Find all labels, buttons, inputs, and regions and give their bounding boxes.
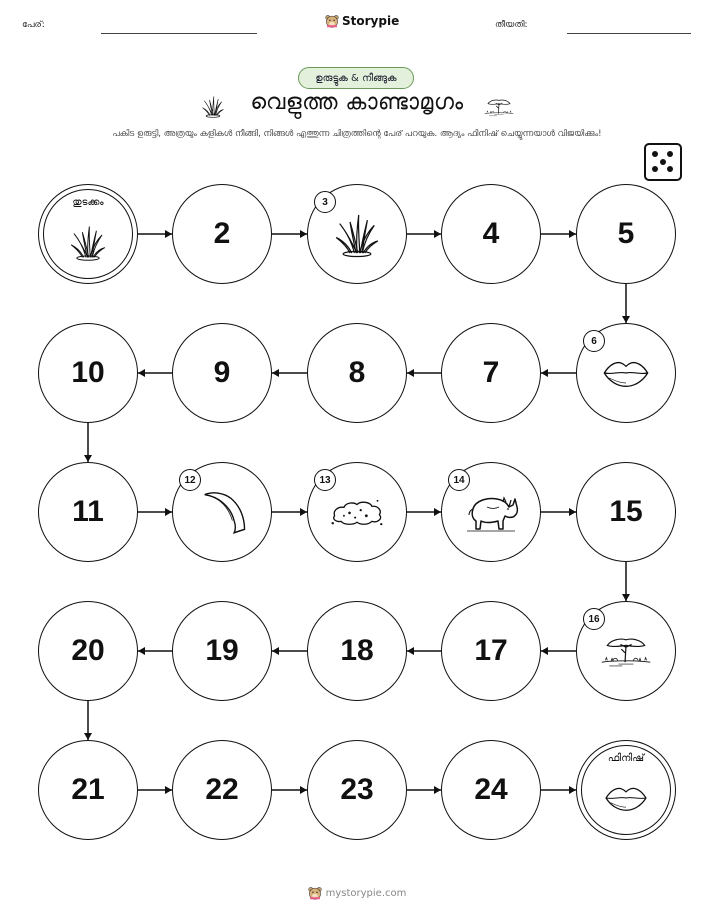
- horn-icon: [196, 486, 248, 538]
- path-arrow: [407, 647, 441, 655]
- footer-url: mystorypie.com: [325, 887, 407, 899]
- board-space-22: [172, 740, 272, 840]
- brand-name: Storypie: [342, 14, 400, 28]
- finish-space: [576, 740, 676, 840]
- path-arrow: [541, 369, 576, 377]
- path-arrow: [407, 230, 441, 238]
- space-number: 22: [205, 773, 239, 806]
- finish-label: ഫിനിഷ്: [607, 753, 645, 764]
- path-arrow: [541, 786, 576, 794]
- space-number: 11: [72, 495, 104, 528]
- path-arrow: [622, 562, 630, 601]
- board-space-21: [38, 740, 138, 840]
- space-number-badge: 14: [448, 469, 470, 491]
- mud-icon: [329, 493, 385, 531]
- path-arrow: [272, 369, 307, 377]
- date-label: തീയതി:: [495, 20, 528, 30]
- path-arrow: [138, 786, 172, 794]
- board-space-15: [576, 462, 676, 562]
- path-arrow: [138, 369, 172, 377]
- bear-logo-icon: [308, 886, 322, 900]
- path-arrow: [272, 647, 307, 655]
- path-arrow: [541, 508, 576, 516]
- space-number: 2: [213, 217, 231, 250]
- space-number: 23: [340, 773, 374, 806]
- path-arrow: [541, 230, 576, 238]
- space-number-badge: 6: [583, 330, 605, 352]
- space-number: 5: [617, 217, 635, 250]
- board-space-12: [172, 462, 272, 562]
- space-number: 15: [609, 495, 643, 528]
- path-arrow: [138, 230, 172, 238]
- space-number-badge: 3: [314, 191, 336, 213]
- start-label: തുടക്കം: [72, 197, 104, 208]
- space-number-badge: 12: [179, 469, 201, 491]
- space-number-badge: 16: [583, 608, 605, 630]
- path-arrow: [84, 701, 92, 740]
- path-arrow: [407, 369, 441, 377]
- board-space-19: [172, 601, 272, 701]
- space-number: 10: [71, 356, 105, 389]
- space-number: 8: [348, 356, 366, 389]
- board-space-6: [576, 323, 676, 423]
- path-arrow: [272, 786, 307, 794]
- board-space-20: [38, 601, 138, 701]
- space-number: 7: [482, 356, 500, 389]
- path-arrow: [407, 786, 441, 794]
- board-space-16: [576, 601, 676, 701]
- lips-icon: [603, 782, 649, 814]
- board-space-8: [307, 323, 407, 423]
- path-arrow: [138, 647, 172, 655]
- board-space-24: [441, 740, 541, 840]
- rhino-icon: [461, 487, 521, 537]
- board-space-23: [307, 740, 407, 840]
- space-number-badge: 13: [314, 469, 336, 491]
- board-space-9: [172, 323, 272, 423]
- board-space-3: [307, 184, 407, 284]
- path-arrow: [84, 423, 92, 462]
- path-arrow: [138, 508, 172, 516]
- start-space: [38, 184, 138, 284]
- grass-icon: [67, 221, 109, 263]
- space-number: 24: [474, 773, 508, 806]
- path-arrow: [407, 508, 441, 516]
- lips-icon: [601, 356, 651, 390]
- instructions: പകിട ഉരുട്ടി, അത്രയും കളികൾ നീങ്ങി, നിങ്ങൾ എത്തുന്ന ചിത്രത്തിന്റെ പേര് പറയുക. ആദ്യം ഫിനിഷ് ചെയ്യുന്നയാൾ വിജയിക്കും!: [112, 129, 602, 139]
- page-title: വെളുത്ത കാണ്ടാമൃഗം: [250, 90, 464, 115]
- board-space-10: [38, 323, 138, 423]
- space-number: 19: [205, 634, 239, 667]
- path-arrow: [272, 508, 307, 516]
- board-space-14: [441, 462, 541, 562]
- footer: [0, 886, 714, 900]
- board-space-13: [307, 462, 407, 562]
- space-number: 18: [340, 634, 374, 667]
- board-space-5: [576, 184, 676, 284]
- space-number: 20: [71, 634, 105, 667]
- savanna-icon: [598, 632, 654, 670]
- board-space-18: [307, 601, 407, 701]
- board-space-4: [441, 184, 541, 284]
- path-arrow: [541, 647, 576, 655]
- path-arrow: [622, 284, 630, 323]
- name-label: പേര്:: [22, 20, 45, 30]
- space-number: 9: [213, 356, 231, 389]
- board-space-17: [441, 601, 541, 701]
- space-number: 21: [71, 773, 105, 806]
- board-space-11: [38, 462, 138, 562]
- path-arrow: [272, 230, 307, 238]
- board-space-2: [172, 184, 272, 284]
- game-type-pill: ഉരുട്ടുക & നീങ്ങുക: [298, 67, 414, 89]
- space-number: 17: [474, 634, 508, 667]
- space-number: 4: [482, 217, 500, 250]
- board-space-7: [441, 323, 541, 423]
- grass-icon: [331, 208, 383, 260]
